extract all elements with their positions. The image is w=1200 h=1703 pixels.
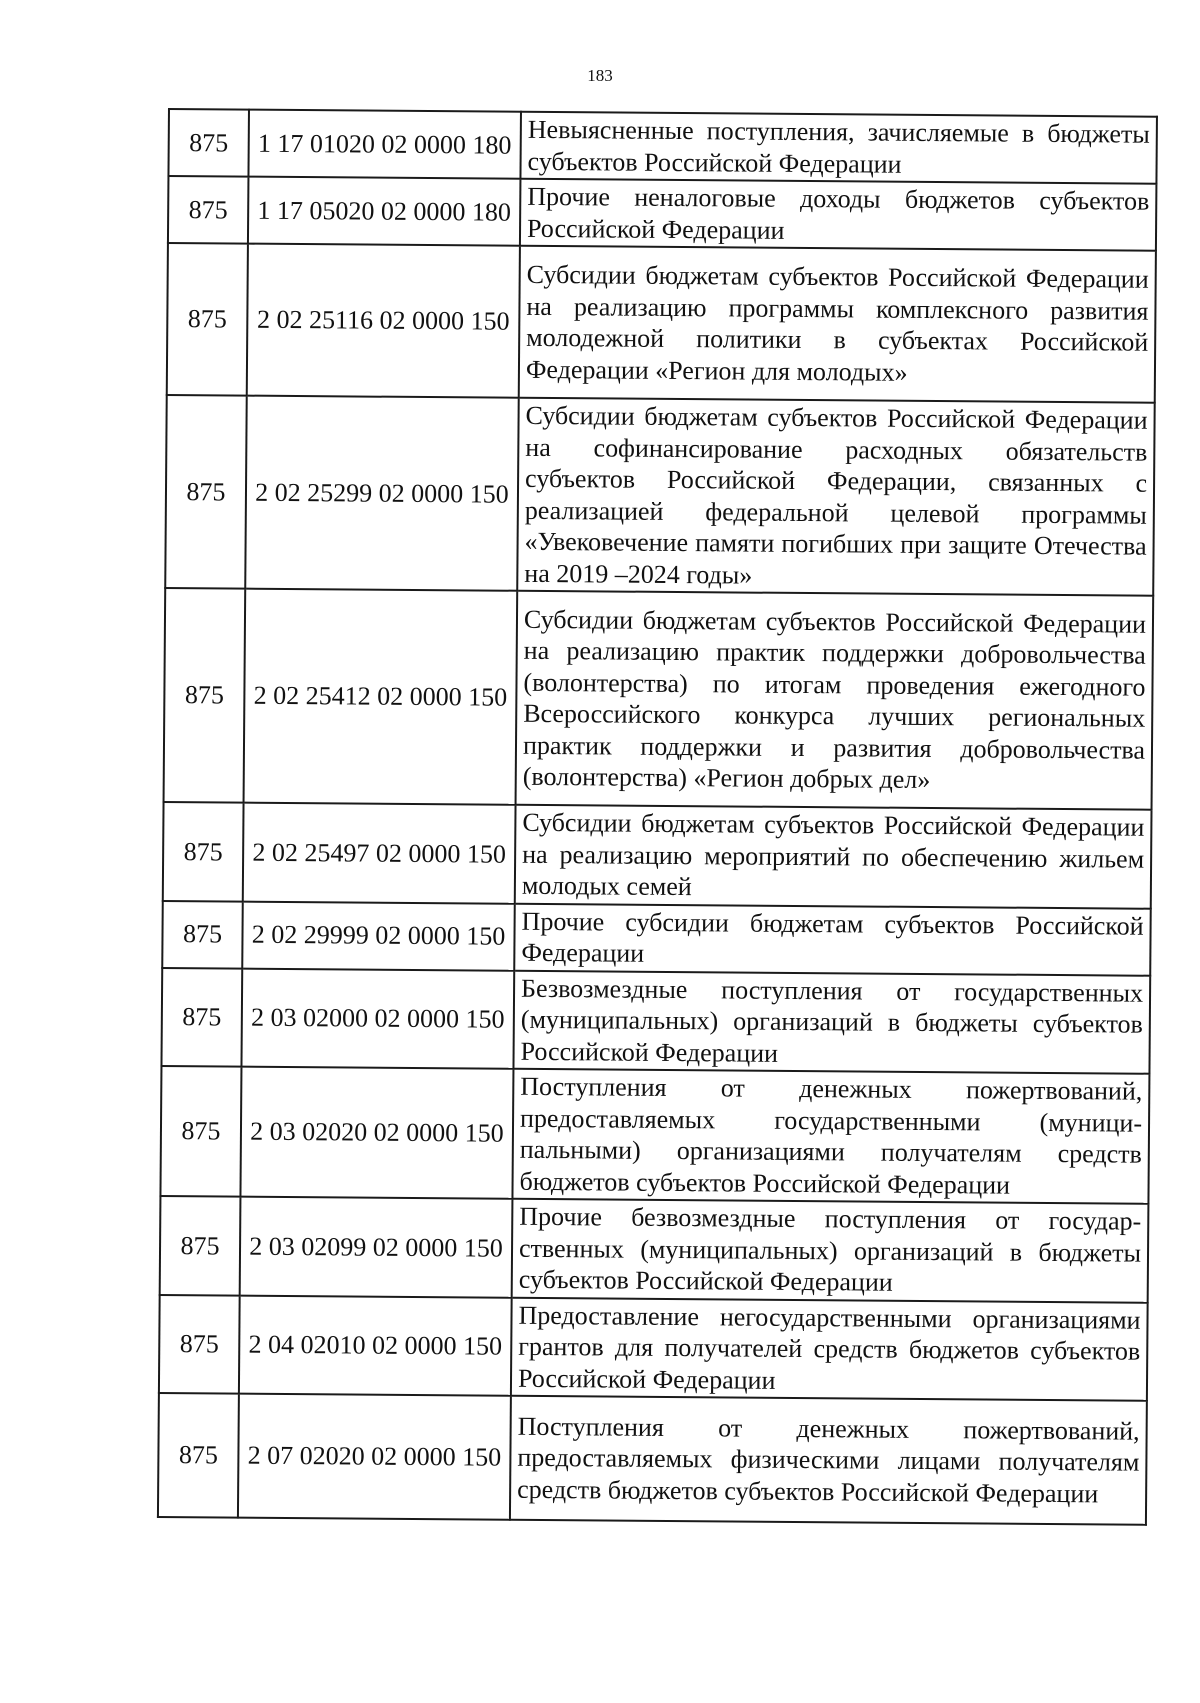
admin-code-cell: 875 bbox=[168, 176, 249, 244]
table-row bbox=[165, 395, 1154, 596]
admin-code-cell: 875 bbox=[162, 900, 243, 968]
admin-code-cell: 875 bbox=[161, 967, 242, 1066]
admin-code-cell: 875 bbox=[160, 1196, 241, 1295]
revenue-name-cell: Поступления от денежных пожертвований, предоставляемых физическими лицами получателям средств бюджетов субъектов Российской Федерации bbox=[510, 1396, 1147, 1525]
revenue-name-cell: Предоставление негосударственными организациями грантов для получателей средств бюджетов субъектов Российской Федерации bbox=[511, 1297, 1148, 1400]
budget-code-cell: 2 03 02000 02 0000 150 bbox=[241, 968, 514, 1069]
budget-code-cell: 2 03 02099 02 0000 150 bbox=[240, 1197, 513, 1298]
revenue-name-cell: Прочие субсидии бюджетам субъектов Российской Федерации bbox=[514, 903, 1151, 975]
admin-code-cell: 875 bbox=[167, 243, 248, 396]
budget-code-cell: 2 04 02010 02 0000 150 bbox=[239, 1295, 512, 1396]
revenue-name-cell: Прочие неналоговые доходы бюджетов субъектов Российской Федерации bbox=[520, 179, 1157, 251]
admin-code-cell: 875 bbox=[160, 1066, 241, 1197]
revenue-codes-table bbox=[157, 108, 1158, 1526]
table-row bbox=[164, 588, 1154, 810]
table-row bbox=[160, 1066, 1149, 1204]
budget-code-cell: 2 03 02020 02 0000 150 bbox=[240, 1067, 513, 1199]
revenue-name-cell: Поступления от денежных пожертвований, предоставляемых государственными (муниципальными) организациями получателям средств бюджетов субъектов Российской Федерации bbox=[512, 1069, 1149, 1204]
revenue-name-cell: Невыясненные поступления, зачисляемые в бюджеты субъектов Российской Федерации bbox=[520, 112, 1157, 184]
table-row bbox=[162, 900, 1150, 975]
budget-code-cell: 2 02 29999 02 0000 150 bbox=[242, 901, 515, 970]
revenue-name-cell: Субсидии бюджетам субъектов Российской Федерации на реализацию программы комплексного развития молодежной политики в субъектах Российской Федерации «Регион для молодых» bbox=[519, 246, 1156, 403]
revenue-name-cell: Субсидии бюджетам субъектов Российской Федерации на софинансирование расходных обязательств субъектов Российской Федерации, связанных с реализацией федеральной целевой программы «Увековечение памяти погибших при защите Отечества на 2019 –2024 годы» bbox=[517, 398, 1154, 596]
budget-code-cell: 2 07 02020 02 0000 150 bbox=[238, 1394, 511, 1520]
table-row bbox=[158, 1393, 1147, 1525]
table-row bbox=[168, 176, 1156, 251]
table-row bbox=[163, 802, 1152, 908]
admin-code-cell: 875 bbox=[164, 588, 246, 803]
revenue-name-cell: Субсидии бюджетам субъектов Российской Федерации на реализацию мероприятий по обеспечению жильем молодых семей bbox=[515, 805, 1152, 908]
table-row bbox=[159, 1294, 1148, 1400]
admin-code-cell: 875 bbox=[158, 1393, 239, 1518]
page-number: 183 bbox=[587, 66, 613, 85]
budget-code-cell: 2 02 25412 02 0000 150 bbox=[244, 589, 518, 805]
table-row bbox=[168, 109, 1156, 184]
admin-code-cell: 875 bbox=[168, 109, 249, 177]
budget-code-cell: 1 17 01020 02 0000 180 bbox=[248, 110, 521, 179]
table-row bbox=[160, 1196, 1149, 1302]
admin-code-cell: 875 bbox=[163, 802, 244, 901]
budget-code-cell: 2 02 25497 02 0000 150 bbox=[243, 803, 516, 904]
table-row bbox=[161, 967, 1150, 1073]
admin-code-cell: 875 bbox=[159, 1294, 240, 1393]
budget-code-cell: 2 02 25299 02 0000 150 bbox=[245, 396, 519, 591]
budget-code-cell: 1 17 05020 02 0000 180 bbox=[248, 177, 521, 246]
revenue-name-cell: Безвозмездные поступления от государственных (муниципальных) организаций в бюджеты субъектов Российской Федерации bbox=[513, 970, 1150, 1073]
budget-code-cell: 2 02 25116 02 0000 150 bbox=[247, 244, 520, 398]
revenue-name-cell: Прочие безвозмездные поступления от государственных (муниципальных) организаций в бюджеты субъектов Российской Федерации bbox=[512, 1199, 1149, 1302]
admin-code-cell: 875 bbox=[165, 395, 247, 589]
table-row bbox=[167, 243, 1156, 403]
revenue-name-cell: Субсидии бюджетам субъектов Российской Федерации на реализацию практик поддержки добровольчества (волонтерства) по итогам проведения ежегодного Всероссийского конкурса лучших региональных практик поддержки и развития добровольчества (волонтерства) «Регион добрых дел» bbox=[516, 591, 1154, 810]
